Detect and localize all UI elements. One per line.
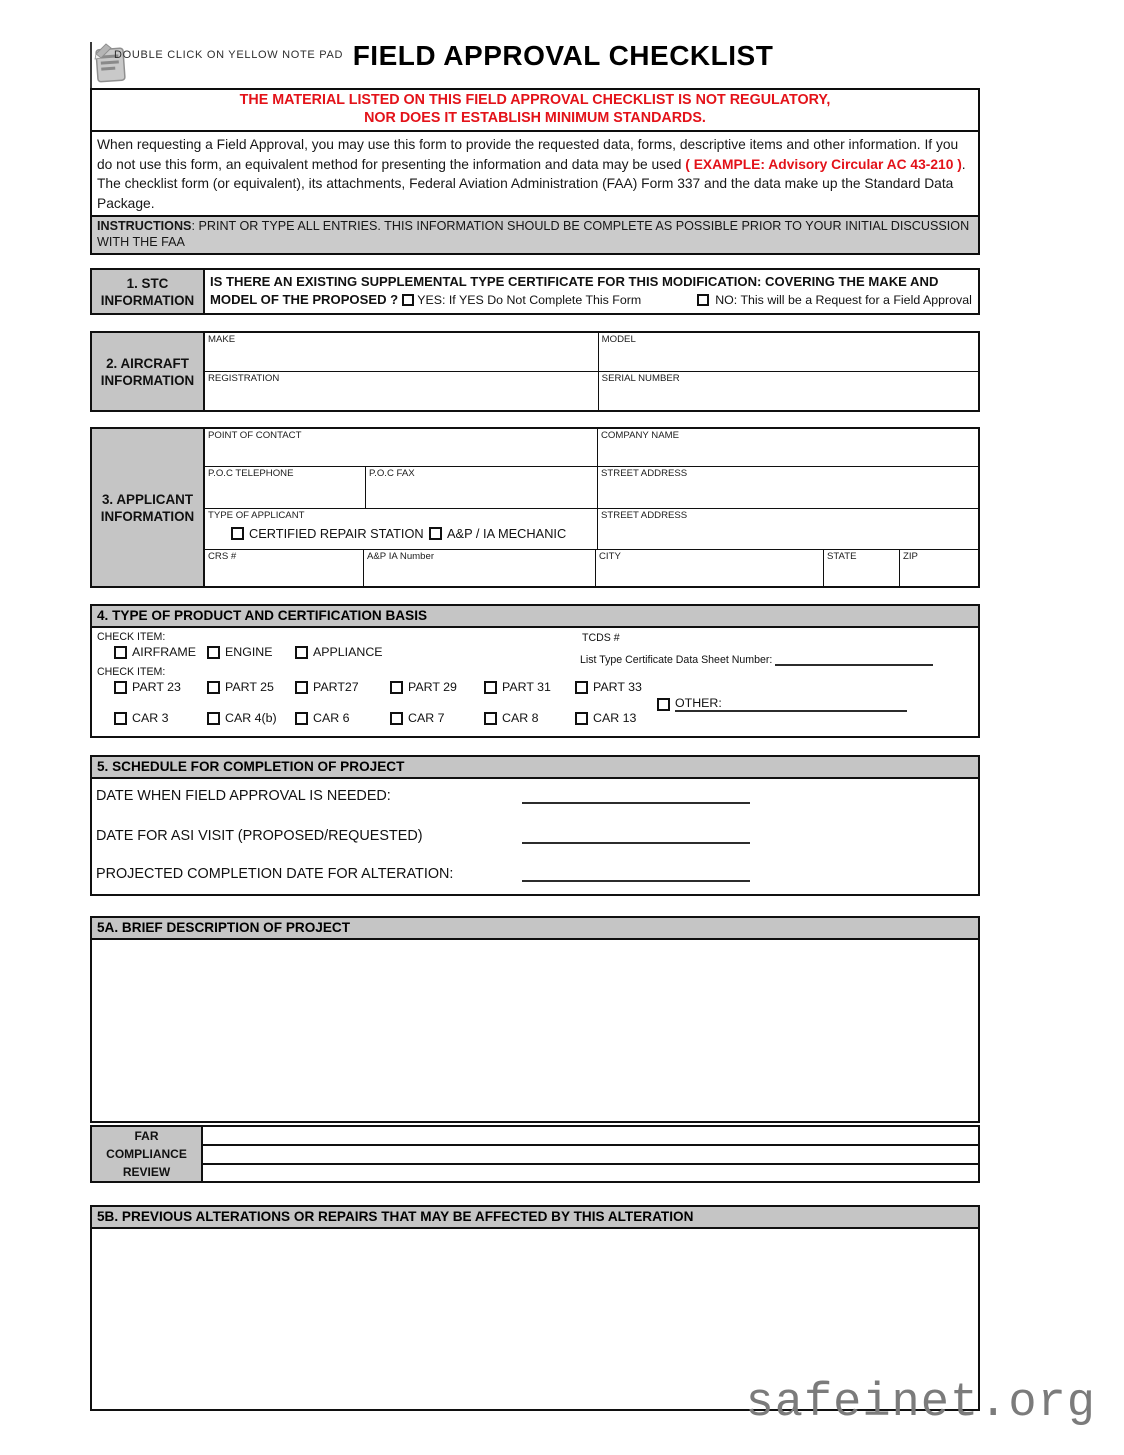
part29-checkbox[interactable] <box>390 681 403 694</box>
part33-label: PART 33 <box>593 680 642 695</box>
certified-repair-station-label: CERTIFIED REPAIR STATION <box>249 526 424 542</box>
instructions-bar <box>90 215 980 255</box>
instructions-text: : PRINT OR TYPE ALL ENTRIES. THIS INFORMATION SHOULD BE COMPLETE AS POSSIBLE PRIOR TO YOUR INITIAL DISCUSSION WITH THE FAA <box>97 219 970 249</box>
company-name-label: COMPANY NAME <box>601 430 680 442</box>
section-aircraft <box>90 331 980 412</box>
poc-telephone-label: P.O.C TELEPHONE <box>208 468 294 480</box>
schedule-row2-blank[interactable] <box>522 830 750 844</box>
section-description <box>90 916 980 1183</box>
poc-fax-label: P.O.C FAX <box>369 468 415 480</box>
far-compliance-label <box>90 1125 203 1183</box>
applicant-row3 <box>205 508 978 549</box>
car13-option <box>575 711 636 725</box>
car8-label: CAR 8 <box>502 711 539 726</box>
car8-checkbox[interactable] <box>484 712 497 725</box>
zip-label: ZIP <box>903 551 918 563</box>
appliance-option <box>295 645 383 659</box>
part23-option <box>114 680 181 694</box>
city-field[interactable] <box>595 549 823 586</box>
airframe-label: AIRFRAME <box>132 645 197 660</box>
tcds-label: TCDS # <box>582 632 620 645</box>
far-label-line3: REVIEW <box>122 1165 171 1180</box>
product-body <box>90 628 980 738</box>
aircraft-label-line2: INFORMATION <box>100 372 195 388</box>
part31-option <box>484 680 551 694</box>
schedule-row3-label: PROJECTED COMPLETION DATE FOR ALTERATION: <box>96 866 454 883</box>
stc-section-label <box>92 270 205 313</box>
car4b-label: CAR 4(b) <box>225 711 277 726</box>
crs-number-field[interactable] <box>205 549 363 586</box>
car8-option <box>484 711 539 725</box>
part27-option <box>295 680 359 694</box>
part25-label: PART 25 <box>225 680 274 695</box>
registration-field[interactable] <box>205 371 598 410</box>
tcds-blank[interactable] <box>775 652 933 666</box>
far-label-line2: COMPLIANCE <box>106 1147 187 1162</box>
far-compliance-row3[interactable] <box>203 1165 978 1182</box>
model-field[interactable] <box>598 333 978 371</box>
applicant-label-line1: 3. APPLICANT <box>101 491 193 507</box>
description-text-area[interactable] <box>90 940 980 1123</box>
section-applicant <box>90 427 980 588</box>
far-label-line1: FAR <box>134 1129 159 1144</box>
section-product <box>90 604 980 738</box>
crs-number-label: CRS # <box>208 551 237 563</box>
part23-checkbox[interactable] <box>114 681 127 694</box>
check-item-label-2: CHECK ITEM: <box>97 666 166 679</box>
car6-option <box>295 711 350 725</box>
airframe-option <box>114 645 196 659</box>
part25-checkbox[interactable] <box>207 681 220 694</box>
zip-field[interactable] <box>899 549 978 586</box>
part27-checkbox[interactable] <box>295 681 308 694</box>
part29-label: PART 29 <box>408 680 457 695</box>
point-of-contact-field[interactable] <box>205 429 597 466</box>
schedule-body <box>90 779 980 896</box>
serial-number-field-label: SERIAL NUMBER <box>601 373 680 385</box>
street-address-label-2: STREET ADDRESS <box>601 510 688 522</box>
other-option <box>657 696 907 712</box>
section-schedule <box>90 755 980 896</box>
other-label: OTHER: <box>675 696 722 711</box>
tcds-hint-row <box>580 652 933 666</box>
other-checkbox[interactable] <box>657 698 670 711</box>
stc-label-line2: INFORMATION <box>100 292 195 308</box>
part27-label: PART27 <box>313 680 359 695</box>
tcds-hint-label: List Type Certificate Data Sheet Number: <box>580 654 773 667</box>
appliance-checkbox[interactable] <box>295 646 308 659</box>
part25-option <box>207 680 274 694</box>
stc-yes-checkbox[interactable] <box>402 294 414 306</box>
type-of-applicant-field <box>205 508 597 549</box>
applicant-label-line2: INFORMATION <box>100 508 195 524</box>
car4b-option <box>207 711 277 725</box>
street-address-field-2[interactable] <box>597 508 978 549</box>
regulatory-notice <box>90 88 980 132</box>
part29-option <box>390 680 457 694</box>
stc-label-line1: 1. STC <box>126 275 169 291</box>
aircraft-grid <box>205 333 978 410</box>
notice-line1: THE MATERIAL LISTED ON THIS FIELD APPROVAL CHECKLIST IS NOT REGULATORY, <box>239 92 831 108</box>
product-section-header: 4. TYPE OF PRODUCT AND CERTIFICATION BASIS <box>90 604 980 628</box>
far-compliance-row2[interactable] <box>203 1144 978 1165</box>
street-address-field-1[interactable] <box>597 466 978 508</box>
certified-repair-station-checkbox[interactable] <box>231 527 244 540</box>
car7-option <box>390 711 445 725</box>
car6-label: CAR 6 <box>313 711 350 726</box>
section-stc <box>90 268 980 315</box>
schedule-row1-label: DATE WHEN FIELD APPROVAL IS NEEDED: <box>96 788 391 805</box>
aircraft-label-line1: 2. AIRCRAFT <box>106 355 189 371</box>
engine-checkbox[interactable] <box>207 646 220 659</box>
registration-field-label: REGISTRATION <box>208 373 280 385</box>
applicant-row2 <box>205 466 978 508</box>
state-label: STATE <box>827 551 857 563</box>
car3-label: CAR 3 <box>132 711 169 726</box>
car3-checkbox[interactable] <box>114 712 127 725</box>
car6-checkbox[interactable] <box>295 712 308 725</box>
ap-ia-mechanic-option <box>429 526 566 541</box>
notice-line2: NOR DOES IT ESTABLISH MINIMUM STANDARDS. <box>364 109 706 126</box>
check-item-label-1: CHECK ITEM: <box>97 631 166 644</box>
certified-repair-station-option <box>231 526 424 541</box>
stc-no-label: NO: This will be a Request for a Field Approval <box>715 293 972 308</box>
stc-question-cell <box>205 270 978 313</box>
ap-ia-mechanic-checkbox[interactable] <box>429 527 442 540</box>
poc-fax-field[interactable] <box>365 466 597 508</box>
far-compliance-rows <box>203 1125 980 1183</box>
engine-label: ENGINE <box>225 645 273 660</box>
far-compliance-block <box>90 1125 980 1183</box>
appliance-label: APPLIANCE <box>313 645 383 660</box>
model-field-label: MODEL <box>601 334 636 346</box>
engine-option <box>207 645 273 659</box>
car7-label: CAR 7 <box>408 711 445 726</box>
poc-telephone-field[interactable] <box>205 466 365 508</box>
far-compliance-row1[interactable] <box>203 1127 978 1144</box>
schedule-row1-blank[interactable] <box>522 790 750 804</box>
street-address-label-1: STREET ADDRESS <box>601 468 688 480</box>
description-section-header: 5A. BRIEF DESCRIPTION OF PROJECT <box>90 916 980 940</box>
car13-checkbox[interactable] <box>575 712 588 725</box>
aircraft-section-label <box>92 333 205 410</box>
intro-text-before: When requesting a Field Approval, you may use this form to provide the requested data, forms, descriptive items and other information. If you do not use this form, an equivalent method for presenting the information and data may be used <box>97 137 959 172</box>
part33-option <box>575 680 642 694</box>
schedule-section-header: 5. SCHEDULE FOR COMPLETION OF PROJECT <box>90 755 980 779</box>
intro-paragraph <box>90 132 980 215</box>
part31-checkbox[interactable] <box>484 681 497 694</box>
form-header <box>90 40 980 88</box>
notepad-hint-text: DOUBLE CLICK ON YELLOW NOTE PAD <box>114 49 344 61</box>
applicant-row1 <box>205 429 978 466</box>
intro-text-after: . The checklist form (or equivalent), its attachments, Federal Aviation Administration (FAA) Form 337 and the data make up the Standard Data Package. <box>97 156 966 211</box>
car3-option <box>114 711 169 725</box>
ap-ia-number-field[interactable] <box>363 549 595 586</box>
applicant-row4 <box>205 549 978 586</box>
airframe-checkbox[interactable] <box>114 646 127 659</box>
schedule-row3-blank[interactable] <box>522 868 750 882</box>
car4b-checkbox[interactable] <box>207 712 220 725</box>
stc-yes-label: YES: If YES Do Not Complete This Form <box>417 293 642 308</box>
part31-label: PART 31 <box>502 680 551 695</box>
make-field-label: MAKE <box>208 334 236 346</box>
applicant-section-label <box>92 429 205 586</box>
type-of-applicant-label: TYPE OF APPLICANT <box>208 510 305 522</box>
intro-example-red: ( EXAMPLE: Advisory Circular AC 43-210 ) <box>685 156 962 172</box>
previous-section-header: 5B. PREVIOUS ALTERATIONS OR REPAIRS THAT MAY BE AFFECTED BY THIS ALTERATION <box>90 1205 980 1229</box>
state-field[interactable] <box>823 549 899 586</box>
serial-number-field[interactable] <box>598 371 978 410</box>
page-title: FIELD APPROVAL CHECKLIST <box>352 40 774 71</box>
stc-question: IS THERE AN EXISTING SUPPLEMENTAL TYPE CERTIFICATE FOR THIS MODIFICATION: COVERING THE MAKE AND MODEL OF THE PROPOSED ? <box>210 274 939 308</box>
make-field[interactable] <box>205 333 598 371</box>
instructions-label: INSTRUCTIONS <box>97 219 192 234</box>
applicant-grid <box>205 429 978 586</box>
schedule-row2-label: DATE FOR ASI VISIT (PROPOSED/REQUESTED) <box>96 828 423 845</box>
car13-label: CAR 13 <box>593 711 637 726</box>
part33-checkbox[interactable] <box>575 681 588 694</box>
ap-ia-number-label: A&P IA Number <box>367 551 435 563</box>
company-name-field[interactable] <box>597 429 978 466</box>
ap-ia-mechanic-label: A&P / IA MECHANIC <box>447 526 567 542</box>
stc-no-checkbox[interactable] <box>697 294 709 306</box>
car7-checkbox[interactable] <box>390 712 403 725</box>
part23-label: PART 23 <box>132 680 181 695</box>
watermark: safeinet.org <box>745 1377 1096 1430</box>
point-of-contact-label: POINT OF CONTACT <box>208 430 302 442</box>
other-blank[interactable] <box>675 696 907 712</box>
city-label: CITY <box>599 551 621 563</box>
